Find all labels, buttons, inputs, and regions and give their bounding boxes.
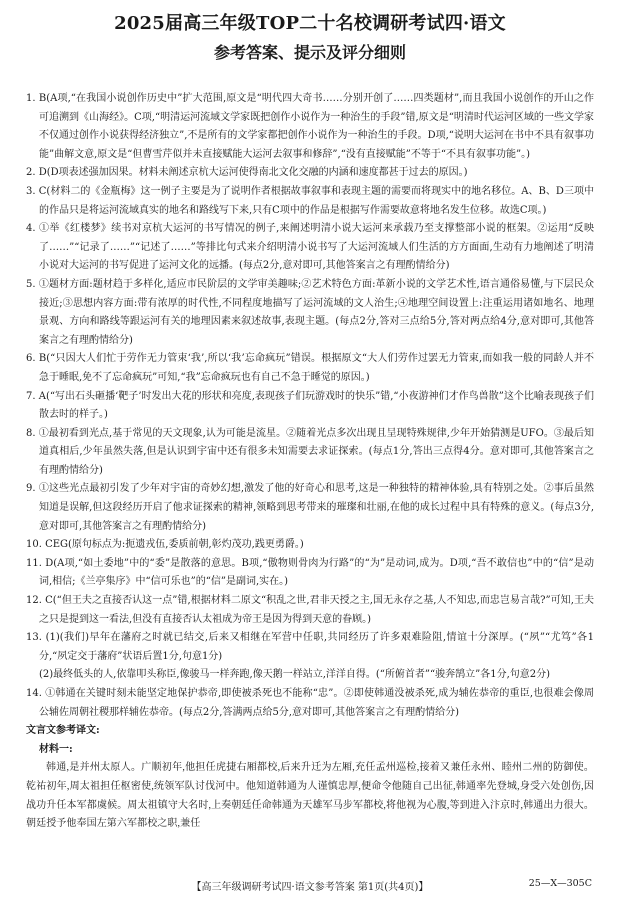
- answer-8: 8. ①最初看到光点,基于常见的天文现象,认为可能是流星。②随着光点多次出现且呈现特殊规律,少年开始猜测是UFO。③最后知道真相后,少年虽然失落,但是认识到宇宙中还有很多未知需要去求证探索。(每点1分,答出三点得4分。意对即可,其他答案言之有理酌情给分): [26, 427, 594, 476]
- answer-6: 6. B(“只因大人们忙于劳作无力管束‘我’,所以‘我’忘命疯玩”错误。根据原文“大人们劳作过罢无力管束,而如我一般的同龄人并不急于睡眠,免不了忘命疯玩”可知,“我”忘命疯玩也有自己不急于睡觉的原因。): [26, 353, 594, 383]
- answer-10: 10. CEG(原句标点为:扼遗戎伍,委质前朝,彰灼茂功,践更勇爵。): [26, 539, 304, 551]
- translation-text: 韩通,是并州太原人。广顺初年,他担任虎捷右厢都校,后来升迁为左厢,充任孟州巡检,接着又兼任永州、睦州二州的防御使。乾祐初年,周太祖担任枢密使,统领军队讨伐河中。他知道韩通为人谨慎忠厚,便命令他随自己出征,韩通率先登城,身受六处创伤,因战功升任本军都虞候。周太祖镇守大名时,上奏朝廷任命韩通为天雄军马步军都校,将他视为心腹,等到进入汴京时,韩通出力很大。朝廷授予他奉国左第六军都校之职,兼任: [26, 762, 594, 830]
- material-label: 材料一:: [39, 743, 73, 755]
- answer-body: [26, 90, 594, 834]
- translation-heading: 文言文参考译文:: [26, 725, 100, 737]
- footer-page-info: 【高三年级调研考试四·语文参考答案 第1页(共4页)】: [191, 882, 429, 893]
- answer-9: 9. ①这些光点最初引发了少年对宇宙的奇妙幻想,激发了他的好奇心和思考,这是一种独特的精神体验,具有特别之处。②事后虽然知道是误解,但这段经历开启了他求证探索的精神,领略到思考带来的璀璨和壮丽,在他的成长过程中具有特殊的意义。(每点3分,意对即可,其他答案言之有理酌情给分): [26, 483, 594, 532]
- answer-13-2: (2)最终低头的人,依靠叩头称臣,像骏马一样奔跑,像天鹅一样站立,洋洋自得。(“所俯首者”“骏奔鹄立”各1分,句意2分): [39, 669, 551, 681]
- answer-14: 14. ①韩通在关键时刻未能坚定地保护恭帝,即使被杀死也不能称“忠”。②即使韩通没被杀死,成为辅佐恭帝的重臣,也很难会像周公辅佐周朝社稷那样辅佐恭帝。(每点2分,答满两点给5分,意对即可,其他答案言之有理酌情给分): [26, 688, 594, 718]
- page-footer: [0, 876, 620, 896]
- answer-7: 7. A(“写出石头砸播‘靶子’时发出大花的形状和亮度,表现孩子们玩游戏时的快乐”错,“小夜游神们才作鸟兽散”这个比喻表现孩子们散去时的样子。): [26, 390, 594, 421]
- answer-1: 1. B(A项,“在我国小说创作历史中”扩大范围,原文是“明代四大奇书……分别开创了……四类题材”,而且我国小说创作的开山之作可追溯到《山海经》。C项,“明清运河流域文学家既把创作小说作为一种治生的手段”错,原文是“明清时代运河区域的一些文学家不仅通过创作小说获得经济独立”,不是所有的文学家都把创作小说作为一种治生的手段。D项,“说明大运河在书中不具有叙事功能”曲解文意,原文是“但曹雪芹似并未直接赋能大运河去叙事和修辞”,“没有直接赋能”不等于“不具有叙事功能”。): [26, 93, 594, 160]
- page-title: 2025届高三年级TOP二十名校调研考试四·语文: [114, 13, 506, 34]
- answer-2: 2. D(D项表述强加因果。材料未阐述京杭大运河使得南北文化交融的内涵和速度都甚于过去的原因。): [26, 167, 468, 179]
- answer-13-1: 13. (1)(我们)早年在藩府之时就已结交,后来又相继在军营中任职,共同经历了许多艰难险阻,情谊十分深厚。(“夙”“尤笃”各1分,“夙定交于藩府”状语后置1分,句意1分): [26, 632, 594, 662]
- answer-4: 4. ①举《红楼梦》续书对京杭大运河的书写情况的例子,来阐述明清小说大运河来承载乃至支撑整部小说的框架。②运用“反映了……”“记录了……”“记述了……”等排比句式来介绍明清小说书写了大运河流域人们生活的方方面面,生动有力地阐述了明清小说对大运河的书写促进了运河文化的远播。(每点2分,意对即可,其他答案言之有理酌情给分): [26, 223, 594, 272]
- answer-5: 5. ①题材方面:题材趋于多样化,适应市民阶层的文学审美趣味;②艺术特色方面:革新小说的文学艺术性,语言通俗易懂,与下层民众接近;③思想内容方面:带有浓厚的时代性,不同程度地描写了运河流域的文人治生;④地理空间设置上:注重运用诸如地名、地理景观、方向和路线等跟运河有关的地理因素来叙述故事,表现主题。(每点2分,答对三点给5分,答对两点给4分,意对即可,其他答案言之有理酌情给分): [26, 278, 594, 346]
- footer-code: 25—X—305C: [528, 878, 592, 889]
- page-subtitle: 参考答案、提示及评分细则: [213, 43, 406, 62]
- answer-3: 3. C(材料二的《金瓶梅》这一例子主要是为了说明作者根据故事叙事和表现主题的需要而将现实中的地名移位。A、B、D三项中的作品只是将运河流域真实的地名和路线写下来,只有C项中的作品是根据写作需要故意将地名发生位移。故选C项。): [26, 185, 594, 216]
- answer-11: 11. D(A项,“如土委地”中的“委”是散落的意思。B项,“傲物则骨肉为行路”的“为”是动词,成为。D项,“吾不敢信也”中的“信”是动词,相信;《兰亭集序》中“信可乐也”的“信”是副词,实在。): [26, 557, 594, 588]
- answer-12: 12. C(“但王夫之直接否认这一点”错,根据材料二原文“积乱之世,君非天授之主,国无永存之基,人不知忠,而忠岂易言哉?”可知,王夫之只是提到这一看法,但没有直接否认太祖成为帝王是因为得到天意的眷顾。): [26, 595, 594, 625]
